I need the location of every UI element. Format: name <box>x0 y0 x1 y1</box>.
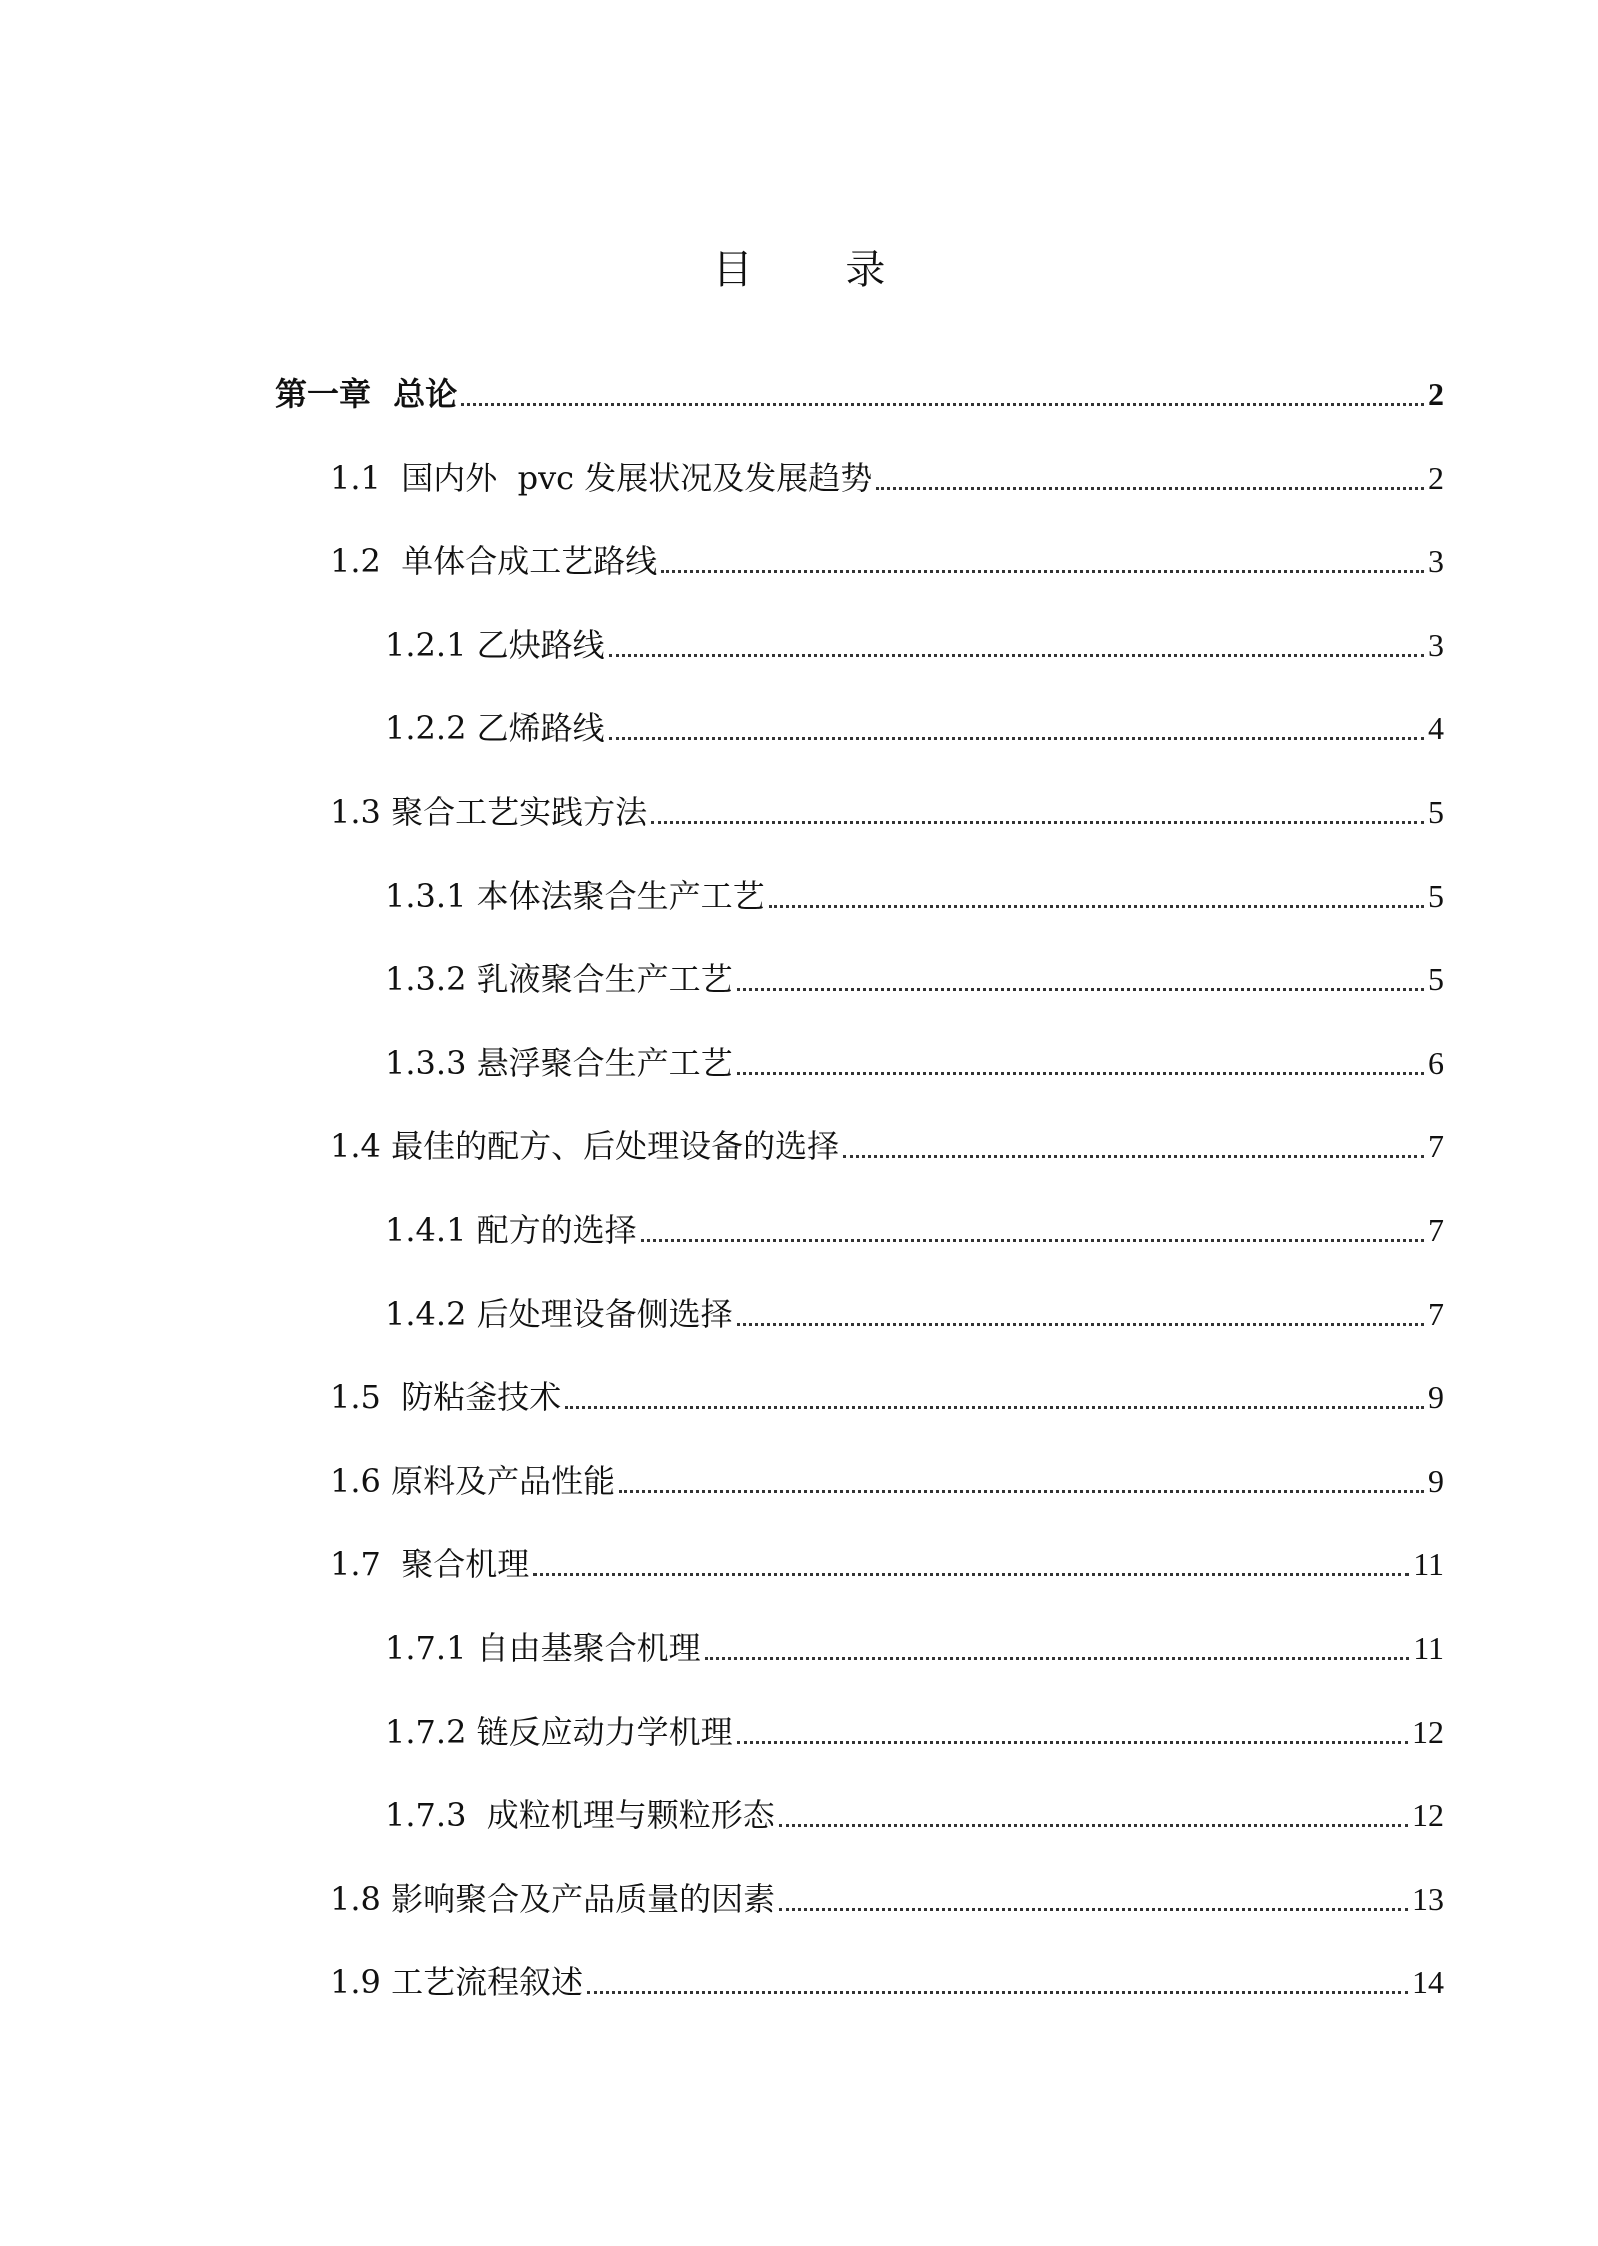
toc-entry-label: 1.2.2 乙烯路线 <box>385 709 605 747</box>
toc-page-number: 5 <box>1428 878 1444 914</box>
toc-entry-label: 1.7.3 成粒机理与颗粒形态 <box>385 1796 775 1834</box>
dot-leader <box>533 1573 1409 1576</box>
dot-leader <box>619 1490 1424 1493</box>
toc-entry[interactable] <box>385 704 1444 752</box>
toc-page-number: 6 <box>1428 1045 1444 1081</box>
toc-entry-label: 1.2.1 乙炔路线 <box>385 626 605 664</box>
dot-leader <box>737 1741 1408 1744</box>
dot-leader <box>779 1908 1408 1911</box>
dot-leader <box>779 1824 1408 1827</box>
toc-page-number: 14 <box>1412 1964 1444 2000</box>
toc-entry[interactable] <box>385 1290 1444 1338</box>
toc-page-number: 13 <box>1412 1881 1444 1917</box>
dot-leader <box>661 570 1424 573</box>
dot-leader <box>737 988 1424 991</box>
dot-leader <box>843 1155 1424 1158</box>
toc-page-number: 11 <box>1413 1546 1444 1582</box>
toc-entry-label: 1.4.1 配方的选择 <box>385 1211 637 1249</box>
toc-entry[interactable] <box>385 1708 1444 1756</box>
toc-entry[interactable] <box>385 955 1444 1003</box>
dot-leader <box>651 821 1424 824</box>
dot-leader <box>737 1323 1424 1326</box>
toc-entry-label: 1.3.1 本体法聚合生产工艺 <box>385 877 765 915</box>
toc-page-number: 5 <box>1428 794 1444 830</box>
toc-page-number: 5 <box>1428 961 1444 997</box>
dot-leader <box>565 1406 1424 1409</box>
toc-entry[interactable] <box>385 621 1444 669</box>
toc-entry[interactable] <box>330 1373 1444 1421</box>
toc-entry[interactable] <box>330 454 1444 502</box>
toc-page-number: 3 <box>1428 543 1444 579</box>
toc-page-number: 7 <box>1428 1128 1444 1164</box>
toc-entry-label: 1.7.1 自由基聚合机理 <box>385 1629 701 1667</box>
toc-page-number: 12 <box>1412 1797 1444 1833</box>
toc-entry[interactable] <box>330 1958 1444 2006</box>
dot-leader <box>587 1991 1408 1994</box>
toc-entry-label: 1.7 聚合机理 <box>330 1545 530 1583</box>
dot-leader <box>641 1239 1424 1242</box>
toc-entry-label: 1.8 影响聚合及产品质量的因素 <box>330 1880 776 1918</box>
toc-page-number: 4 <box>1428 710 1444 746</box>
toc-entry[interactable] <box>330 1540 1444 1588</box>
toc-entry-label: 1.4 最佳的配方、后处理设备的选择 <box>330 1127 840 1165</box>
toc-entry[interactable] <box>385 872 1444 920</box>
toc-entry-label: 1.9 工艺流程叙述 <box>330 1963 584 2001</box>
toc-page-number: 7 <box>1428 1296 1444 1332</box>
toc-entry[interactable] <box>330 537 1444 585</box>
dot-leader <box>461 403 1424 406</box>
toc-page-number: 12 <box>1412 1714 1444 1750</box>
toc-entry-label: 1.1 国内外 pvc 发展状况及发展趋势 <box>330 459 873 497</box>
dot-leader <box>705 1657 1410 1660</box>
toc-entry[interactable] <box>385 1039 1444 1087</box>
dot-leader <box>737 1072 1424 1075</box>
toc-entry-label: 1.5 防粘釜技术 <box>330 1378 562 1416</box>
toc-entry[interactable] <box>385 1206 1444 1254</box>
toc-entry[interactable] <box>275 370 1444 418</box>
toc-page-number: 2 <box>1428 376 1444 412</box>
toc-entry-label: 1.4.2 后处理设备侧选择 <box>385 1295 733 1333</box>
toc-entry-label: 1.2 单体合成工艺路线 <box>330 542 658 580</box>
toc-page-number: 11 <box>1413 1630 1444 1666</box>
toc-entry-label: 1.6 原料及产品性能 <box>330 1462 616 1500</box>
toc-entry[interactable] <box>385 1791 1444 1839</box>
dot-leader <box>876 487 1424 490</box>
toc-entry-label: 1.3 聚合工艺实践方法 <box>330 793 648 831</box>
dot-leader <box>609 737 1424 740</box>
page-title: 目 录 <box>712 247 926 293</box>
toc-entry[interactable] <box>330 1457 1444 1505</box>
toc-page-number: 9 <box>1428 1379 1444 1415</box>
dot-leader <box>609 654 1424 657</box>
toc-page-number: 3 <box>1428 627 1444 663</box>
toc-entry-label: 1.3.3 悬浮聚合生产工艺 <box>385 1044 733 1082</box>
toc-entry-label: 第一章 总论 <box>275 375 458 413</box>
toc-page-number: 7 <box>1428 1212 1444 1248</box>
toc-page-number: 9 <box>1428 1463 1444 1499</box>
toc-page-number: 2 <box>1428 460 1444 496</box>
toc-entry[interactable] <box>330 1122 1444 1170</box>
toc-entry-label: 1.3.2 乳液聚合生产工艺 <box>385 960 733 998</box>
toc-entry[interactable] <box>385 1624 1444 1672</box>
toc-entry-label: 1.7.2 链反应动力学机理 <box>385 1713 733 1751</box>
toc-entry[interactable] <box>330 788 1444 836</box>
dot-leader <box>769 905 1424 908</box>
toc-entry[interactable] <box>330 1875 1444 1923</box>
